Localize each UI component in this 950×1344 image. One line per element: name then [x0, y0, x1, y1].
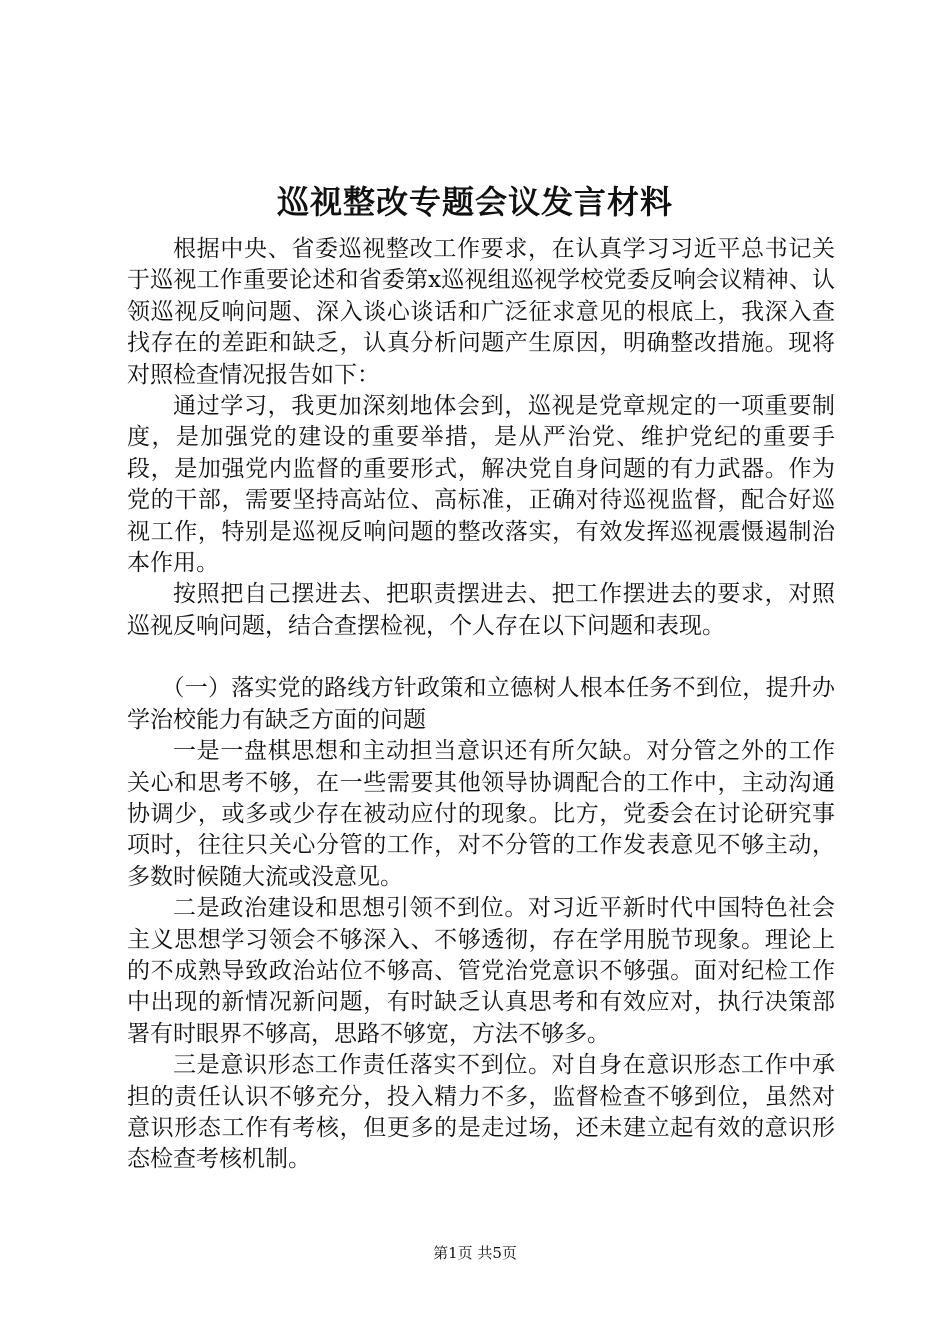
- paragraph-issue-1: 一是一盘棋思想和主动担当意识还有所欠缺。对分管之外的工作关心和思考不够，在一些需要其他领导协调配合的工作中，主动沟通协调少，或多或少存在被动应付的现象。比方，党委会在讨论研究事项时，往往只关心分管的工作，对不分管的工作发表意见不够主动，多数时候随大流或没意见。: [127, 738, 835, 890]
- paragraph-intro: 根据中央、省委巡视整改工作要求，在认真学习习近平总书记关于巡视工作重要论述和省委第x巡视组巡视学校党委反响会议精神、认领巡视反响问题、深入谈心谈话和广泛征求意见的根底上，我深入查找存在的差距和缺乏，认真分析问题产生原因，明确整改措施。现将对照检查情况报告如下：: [127, 236, 835, 388]
- paragraph-requirements: 按照把自己摆进去、把职责摆进去、把工作摆进去的要求，对照巡视反响问题，结合查摆检视，个人存在以下问题和表现。: [127, 581, 835, 639]
- document-body: [127, 234, 835, 1176]
- document-title: 巡视整改专题会议发言材料: [276, 183, 673, 221]
- paragraph-issue-3: 三是意识形态工作责任落实不到位。对自身在意识形态工作中承担的责任认识不够充分，投入精力不多，监督检查不够到位，虽然对意识形态工作有考核，但更多的是走过场，还未建立起有效的意识形态检查考核机制。: [127, 1052, 835, 1173]
- paragraph-issue-2: 二是政治建设和思想引领不到位。对习近平新时代中国特色社会主义思想学习领会不够深入、不够透彻，存在学用脱节现象。理论上的不成熟导致政治站位不够高、管党治党意识不够强。面对纪检工作中出现的新情况新问题，有时缺乏认真思考和有效应对，执行决策部署有时眼界不够高，思路不够宽，方法不够多。: [127, 895, 835, 1047]
- section-heading-1: （一）落实党的路线方针政策和立德树人根本任务不到位，提升办学治校能力有缺乏方面的问题: [127, 675, 835, 733]
- page-footer: 第1页 共5页: [433, 1244, 517, 1262]
- paragraph-learning: 通过学习，我更加深刻地体会到，巡视是党章规定的一项重要制度，是加强党的建设的重要举措，是从严治党、维护党纪的重要手段，是加强党内监督的重要形式，解决党自身问题的有力武器。作为党的干部，需要坚持高站位、高标准，正确对待巡视监督，配合好巡视工作，特别是巡视反响问题的整改落实，有效发挥巡视震慑遏制治本作用。: [127, 393, 835, 577]
